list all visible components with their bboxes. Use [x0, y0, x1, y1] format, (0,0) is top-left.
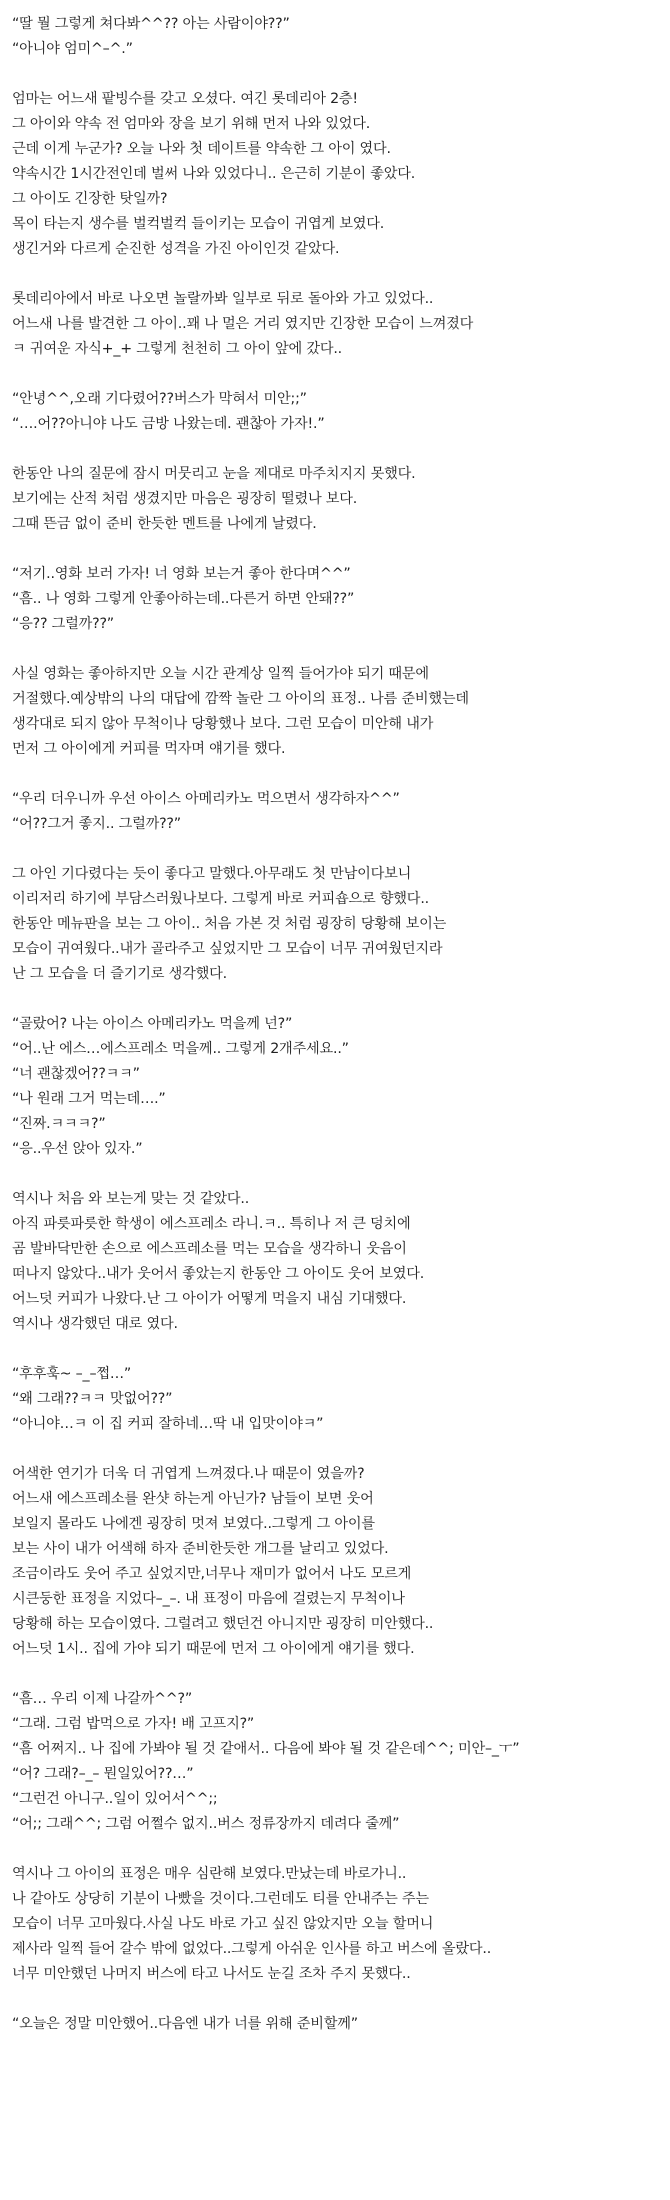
story-line: “아니야…ㅋ 이 집 커피 잘하네…딱 내 입맛이야ㅋ” [12, 1416, 324, 1432]
story-line: 어느덧 1시.. 집에 가야 되기 때문에 먼저 그 아이에게 얘기를 했다. [12, 1641, 415, 1657]
story-line: “안녕^^,오래 기다렸어??버스가 막혀서 미안;;” [12, 391, 307, 407]
story-line: 역시나 그 아이의 표정은 매우 심란해 보였다.만났는데 바로가니.. [12, 1866, 407, 1882]
story-line: “우리 더우니까 우선 아이스 아메리카노 먹으면서 생각하자^^” [12, 791, 400, 807]
story-line: 엄마는 어느새 팥빙수를 갖고 오셨다. 여긴 롯데리아 2층! [12, 91, 358, 107]
story-line: 곰 발바닥만한 손으로 에스프레소를 먹는 모습을 생각하니 웃음이 [12, 1241, 407, 1257]
story-line: “오늘은 정말 미안했어..다음엔 내가 너를 위해 준비할께” [12, 2016, 358, 2032]
story-line: 조금이라도 웃어 주고 싶었지만,너무나 재미가 없어서 나도 모르게 [12, 1566, 412, 1582]
story-line: 그때 뜬금 없이 준비 한듯한 멘트를 나에게 날렸다. [12, 516, 317, 532]
story-line: “….어??아니야 나도 금방 나왔는데. 괜찮아 가자!.” [12, 416, 325, 432]
story-line: “어;; 그래^^; 그럼 어쩔수 없지..버스 정류장까지 데려다 줄께” [12, 1816, 400, 1832]
story-line: 당황해 하는 모습이였다. 그럴려고 했던건 아니지만 굉장히 미안했다.. [12, 1616, 434, 1632]
story-paragraph [12, 662, 660, 762]
story-line: 그 아인 기다렸다는 듯이 좋다고 말했다.아무래도 첫 만남이다보니 [12, 866, 412, 882]
story-line: 나 같아도 상당히 기분이 나빴을 것이다.그런데도 티를 안내주는 주는 [12, 1891, 429, 1907]
story-line: “어??그거 좋지.. 그럴까??” [12, 816, 181, 832]
story-line: 어느새 나를 발견한 그 아이..꽤 나 멀은 거리 였지만 긴장한 모습이 느껴졌다 [12, 316, 474, 332]
story-paragraph [12, 387, 660, 437]
story-line: “흠.. 나 영화 그렇게 안좋아하는데..다른거 하면 안돼??” [12, 591, 355, 607]
story-line: 역시나 처음 와 보는게 맞는 것 같았다.. [12, 1191, 250, 1207]
story-line: 떠나지 않았다..내가 웃어서 좋았는지 한동안 그 아이도 웃어 보였다. [12, 1266, 425, 1282]
story-line: 약속시간 1시간전인데 벌써 나와 있었다니.. 은근히 기분이 좋았다. [12, 166, 416, 182]
story-line: 보일지 몰라도 나에겐 굉장히 멋져 보였다..그렇게 그 아이를 [12, 1516, 375, 1532]
story-line: 한동안 나의 질문에 잠시 머뭇리고 눈을 제대로 마주치지지 못했다. [12, 466, 416, 482]
story-line: 난 그 모습을 더 즐기기로 생각했다. [12, 966, 227, 982]
story-line: 모습이 귀여웠다..내가 골라주고 싶었지만 그 모습이 너무 귀여웠던지라 [12, 941, 443, 957]
story-line: “나 원래 그거 먹는데….” [12, 1091, 166, 1107]
story-paragraph [12, 12, 660, 62]
story-line: 롯데리아에서 바로 나오면 놀랄까봐 일부로 뒤로 돌아와 가고 있었다.. [12, 291, 434, 307]
story-line: 그 아이와 약속 전 엄마와 장을 보기 위해 먼저 나와 있었다. [12, 116, 371, 132]
story-line: 아직 파릇파릇한 학생이 에스프레소 라니.ㅋ.. 특히나 저 큰 덩치에 [12, 1216, 411, 1232]
story-paragraph [12, 862, 660, 987]
story-line: 시큰둥한 표정을 지었다–_–. 내 표정이 마음에 걸렸는지 무척이나 [12, 1591, 405, 1607]
story-line: 이리저리 하기에 부담스러웠나보다. 그렇게 바로 커피숍으로 향했다.. [12, 891, 429, 907]
story-line: “아니야 엄미^–^.” [12, 41, 133, 57]
story-line: “너 괜찮겠어??ㅋㅋ” [12, 1066, 140, 1082]
story-line: “어? 그래?–_– 뭔일있어??…” [12, 1766, 194, 1782]
story-line: 한동안 메뉴판을 보는 그 아이.. 처음 가본 것 처럼 굉장히 당황해 보이는 [12, 916, 447, 932]
story-line: “그런건 아니구..일이 있어서^^;; [12, 1791, 218, 1807]
story-line: “흠 어쩌지.. 나 집에 가봐야 될 것 같애서.. 다음에 봐야 될 것 같은데^^; 미안–_ㅜ” [12, 1741, 520, 1757]
story-line: “어..난 에스…에스프레소 먹을께.. 그렇게 2개주세요..” [12, 1041, 349, 1057]
story-paragraph [12, 1862, 660, 1987]
story-line: 어색한 연기가 더욱 더 귀엽게 느껴졌다.나 때문이 였을까? [12, 1466, 365, 1482]
story-paragraph [12, 87, 660, 262]
story-paragraph [12, 787, 660, 837]
story-line: 어느덧 커피가 나왔다.난 그 아이가 어떻게 먹을지 내심 기대했다. [12, 1291, 407, 1307]
story-paragraph [12, 1012, 660, 1162]
story-paragraph [12, 1187, 660, 1337]
story-line: 어느새 에스프레소를 완샷 하는게 아닌가? 남들이 보면 웃어 [12, 1491, 374, 1507]
story-paragraph [12, 2012, 660, 2037]
story-line: 거절했다.예상밖의 나의 대답에 깜짝 놀란 그 아이의 표정.. 나름 준비했는데 [12, 691, 469, 707]
story-document [12, 12, 660, 2062]
story-paragraph [12, 1687, 660, 1837]
story-line: 생각대로 되지 않아 무척이나 당황했나 보다. 그런 모습이 미안해 내가 [12, 716, 434, 732]
story-line: ㅋ 귀여운 자식+_+ 그렇게 천천히 그 아이 앞에 갔다.. [12, 341, 342, 357]
story-line: 너무 미안했던 나머지 버스에 타고 나서도 눈길 조차 주지 못했다.. [12, 1966, 411, 1982]
story-line: “왜 그래??ㅋㅋ 맛없어??” [12, 1391, 173, 1407]
story-paragraph [12, 1362, 660, 1437]
story-line: “딸 뭘 그렇게 쳐다봐^^?? 아는 사람이야??” [12, 16, 290, 32]
story-line: “응..우선 앉아 있자.” [12, 1141, 143, 1157]
story-paragraph [12, 287, 660, 362]
story-line: “저기..영화 보러 가자! 너 영화 보는거 좋아 한다며^^” [12, 566, 351, 582]
story-line: 모습이 너무 고마웠다.사실 나도 바로 가고 싶진 않았지만 오늘 할머니 [12, 1916, 434, 1932]
story-line: 먼저 그 아이에게 커피를 먹자며 얘기를 했다. [12, 741, 286, 757]
story-line: “흠… 우리 이제 나갈까^^?” [12, 1691, 192, 1707]
story-paragraph [12, 562, 660, 637]
story-line: 그 아이도 긴장한 탓일까? [12, 191, 168, 207]
story-line: 역시나 생각했던 대로 였다. [12, 1316, 178, 1332]
story-line: 생긴거와 다르게 순진한 성격을 가진 아이인것 같았다. [12, 241, 340, 257]
story-line: 보는 사이 내가 어색해 하자 준비한듯한 개그를 날리고 있었다. [12, 1541, 389, 1557]
story-line: 사실 영화는 좋아하지만 오늘 시간 관계상 일찍 들어가야 되기 때문에 [12, 666, 429, 682]
story-line: “진짜.ㅋㅋㅋ?” [12, 1116, 106, 1132]
story-line: 근데 이게 누군가? 오늘 나와 첫 데이트를 약속한 그 아이 였다. [12, 141, 391, 157]
story-line: “응?? 그럴까??” [12, 616, 114, 632]
story-line: “그래. 그럼 밥먹으로 가자! 배 고프지?” [12, 1716, 255, 1732]
story-paragraph [12, 462, 660, 537]
story-line: 목이 타는지 생수를 벌컥벌컥 들이키는 모습이 귀엽게 보였다. [12, 216, 385, 232]
story-line: 보기에는 산적 처럼 생겼지만 마음은 굉장히 떨렸나 보다. [12, 491, 358, 507]
story-line: “후후훅~ –_–쩝…” [12, 1366, 131, 1382]
story-paragraph [12, 1462, 660, 1662]
story-line: “골랐어? 나는 아이스 아메리카노 먹을께 넌?” [12, 1016, 293, 1032]
story-line: 제사라 일찍 들어 갈수 밖에 없었다..그렇게 아쉬운 인사를 하고 버스에 올랐다.. [12, 1941, 491, 1957]
